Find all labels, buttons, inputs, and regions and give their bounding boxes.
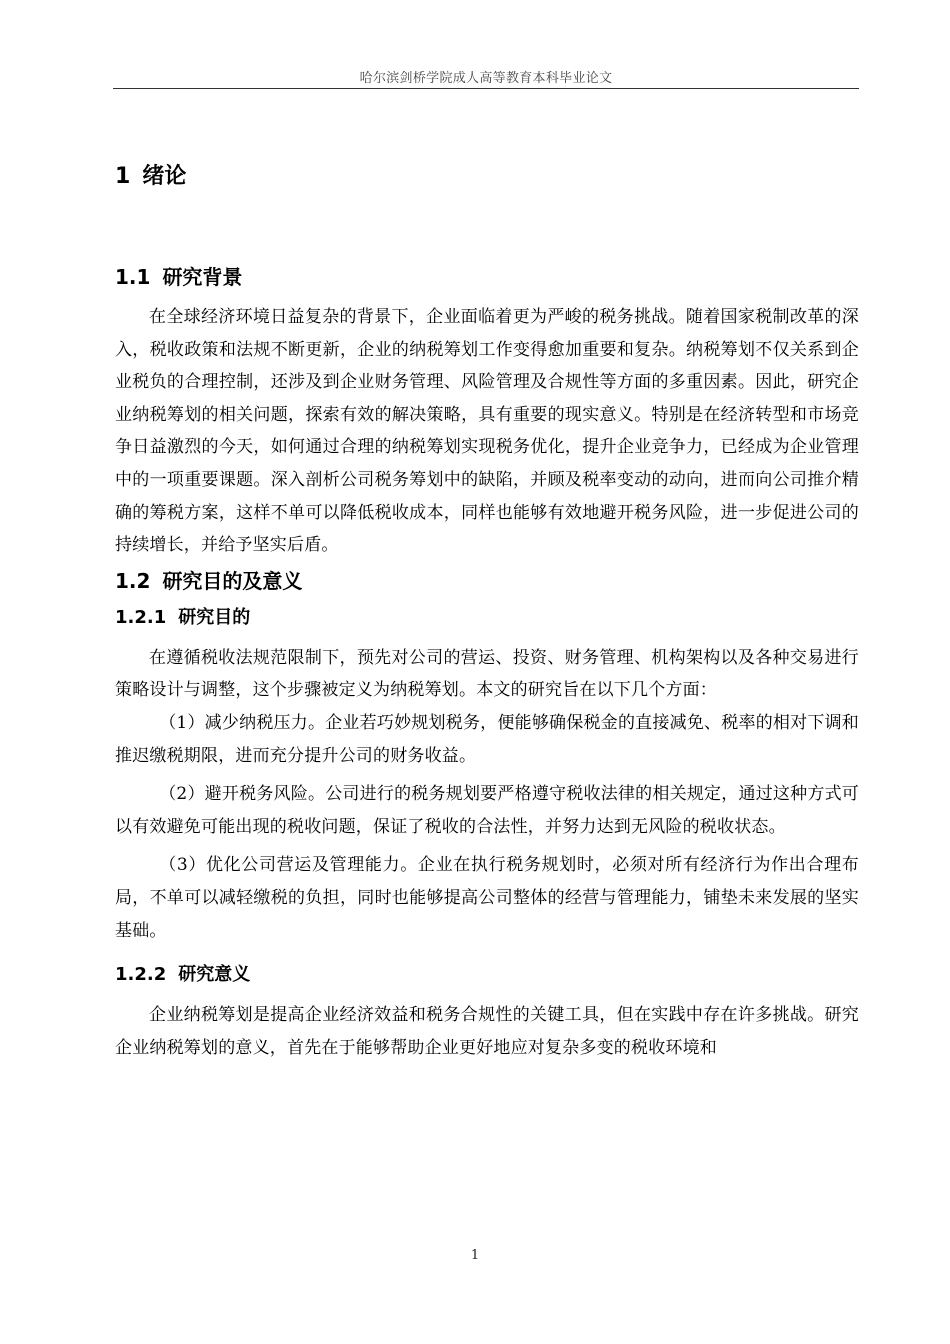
chapter-title: 绪论	[142, 164, 187, 189]
running-header: 哈尔滨剑桥学院成人高等教育本科毕业论文	[359, 71, 613, 86]
significance-paragraph: 企业纳税筹划是提高企业经济效益和税务合规性的关键工具，但在实践中存在许多挑战。研究企业纳税筹划的意义，首先在于能够帮助企业更好地应对复杂多变的税收环境和	[115, 1005, 859, 1058]
section-number: 1.1	[115, 265, 151, 289]
subsection-title: 研究意义	[178, 964, 251, 986]
subsection-number: 1.2.2	[115, 964, 167, 986]
section-title: 研究背景	[162, 265, 243, 289]
purpose-item-3: （3）优化公司营运及管理能力。企业在执行税务规划时，必须对所有经济行为作出合理布局，不单可以减轻缴税的负担，同时也能够提高公司整体的经营与管理能力，铺垫未来发展的坚实基础。	[115, 855, 859, 941]
page-number: 1	[470, 1248, 480, 1263]
subsection-heading-1-2-1	[115, 604, 859, 632]
subsection-number: 1.2.1	[115, 606, 167, 628]
header-rule	[113, 88, 859, 89]
purpose-item-1: （1）减少纳税压力。企业若巧妙规划税务，便能够确保税金的直接减免、税率的相对下调和推迟缴税期限，进而充分提升公司的财务收益。	[115, 712, 859, 766]
page-body	[115, 150, 859, 1064]
section-heading-1-2	[115, 566, 859, 596]
section-title: 研究目的及意义	[162, 568, 303, 593]
chapter-heading	[115, 150, 859, 204]
background-paragraph: 在全球经济环境日益复杂的背景下，企业面临着更为严峻的税务挑战。随着国家税制改革的深入，税收政策和法规不断更新，企业的纳税筹划工作变得愈加重要和复杂。纳税筹划不仅关系到企业税负的合理控制，还涉及到企业财务管理、风险管理及合规性等方面的多重因素。因此，研究企业纳税筹划的相关问题，探索有效的解决策略，具有重要的现实意义。特别是在经济转型和市场竞争日益激烈的今天，如何通过合理的纳税筹划实现税务优化，提升企业竞争力，已经成为企业管理中的一项重要课题。深入剖析公司税务筹划中的缺陷，并顾及税率变动的动向，进而向公司推介精确的筹税方案，这样不单可以降低税收成本，同样也能够有效地避开税务风险，进一步促进公司的持续增长，并给予坚实后盾。	[115, 307, 859, 556]
section-heading-1-1	[115, 262, 859, 292]
subsection-heading-1-2-2	[115, 961, 859, 989]
chapter-number: 1	[115, 164, 131, 189]
purpose-item-2: （2）避开税务风险。公司进行的税务规划要严格遵守税收法律的相关规定，通过这种方式可以有效避免可能出现的税收问题，保证了税收的合法性，并努力达到无风险的税收状态。	[115, 784, 859, 837]
section-number: 1.2	[115, 568, 151, 593]
purpose-intro-paragraph: 在遵循税收法规范限制下，预先对公司的营运、投资、财务管理、机构架构以及各种交易进行策略设计与调整，这个步骤被定义为纳税筹划。本文的研究旨在以下几个方面：	[115, 647, 859, 701]
subsection-title: 研究目的	[178, 606, 251, 628]
